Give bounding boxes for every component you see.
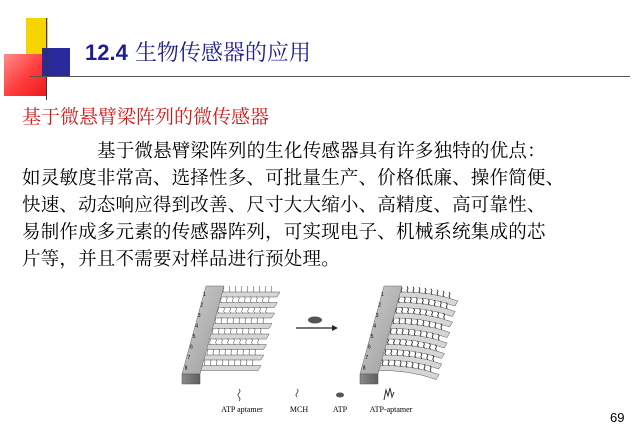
bound-molecule — [253, 286, 254, 292]
section-number: 12.4 — [85, 40, 128, 65]
atp-icon — [336, 393, 344, 398]
bound-molecule — [415, 352, 416, 358]
bound-molecule — [260, 307, 261, 313]
bound-molecule — [394, 339, 395, 345]
chip-after — [360, 286, 458, 384]
bound-molecule — [418, 363, 419, 369]
cantilever-beam — [199, 355, 264, 360]
bound-molecule — [396, 328, 397, 334]
cantilever-id-label: 5 — [370, 334, 374, 340]
bound-molecule — [265, 286, 266, 292]
bound-molecule — [410, 297, 411, 303]
bound-molecule — [257, 318, 258, 324]
bound-molecule — [407, 286, 408, 292]
bound-molecule — [247, 286, 248, 292]
bound-molecule — [403, 350, 404, 356]
arrow-head-icon — [332, 325, 338, 331]
bound-molecule — [405, 318, 406, 324]
bound-molecule — [229, 286, 230, 292]
bound-molecule — [249, 349, 250, 355]
bound-molecule — [233, 318, 234, 324]
bound-molecule — [230, 328, 231, 334]
bound-molecule — [406, 361, 407, 367]
bound-molecule — [231, 349, 232, 355]
bound-molecule — [411, 319, 412, 325]
cantilever-beam — [196, 366, 261, 371]
bound-molecule — [228, 360, 229, 366]
aptamer-icon — [238, 389, 240, 401]
cantilever-id-label: 5 — [192, 334, 196, 340]
atp-aptamer-icon — [384, 388, 394, 400]
bound-molecule — [227, 318, 228, 324]
bound-molecule — [239, 318, 240, 324]
bound-molecule — [418, 341, 419, 347]
bound-molecule — [417, 319, 418, 325]
bound-molecule — [252, 339, 253, 345]
bound-molecule — [416, 298, 417, 304]
bound-molecule — [409, 351, 410, 357]
bound-molecule — [232, 297, 233, 303]
cantilever-beam — [374, 365, 439, 379]
atp-molecule — [308, 317, 322, 324]
bound-molecule — [222, 339, 223, 345]
bound-molecule — [213, 349, 214, 355]
bound-molecule — [254, 307, 255, 313]
body-line: 基于微悬臂梁阵列的生化传感器具有许多独特的优点： — [97, 141, 546, 162]
bound-molecule — [413, 287, 414, 293]
slide-title — [85, 36, 311, 67]
bound-molecule — [408, 329, 409, 335]
bound-molecule — [385, 349, 386, 355]
bound-molecule — [432, 311, 433, 317]
bound-molecule — [400, 339, 401, 345]
bound-molecule — [402, 307, 403, 313]
bound-molecule — [444, 313, 445, 319]
mch-icon — [296, 389, 298, 397]
bound-molecule — [406, 340, 407, 346]
bound-molecule — [245, 318, 246, 324]
bound-molecule — [256, 297, 257, 303]
body-line: 如灵敏度非常高、选择性多、可批量生产、价格低廉、操作简便、 — [22, 168, 565, 189]
bound-molecule — [397, 350, 398, 356]
bound-molecule — [240, 339, 241, 345]
bound-molecule — [225, 349, 226, 355]
cantilever-id-label: 8 — [184, 365, 188, 372]
body-line: 快速、动态响应得到改善、尺寸大大缩小、高精度、高可靠性、 — [22, 195, 546, 216]
cantilever-id-label: 8 — [362, 365, 366, 372]
bound-molecule — [438, 312, 439, 318]
bound-molecule — [251, 318, 252, 324]
bound-molecule — [404, 297, 405, 303]
legend-atp-aptamer: ATP aptamer — [221, 405, 263, 414]
legend-mch: MCH — [289, 405, 309, 414]
bound-molecule — [230, 307, 231, 313]
bound-molecule — [414, 330, 415, 336]
bound-molecule — [243, 349, 244, 355]
chip-base-side — [182, 374, 200, 384]
bound-molecule — [391, 349, 392, 355]
cantilever-id-label: 2 — [378, 302, 382, 309]
bound-molecule — [420, 331, 421, 337]
bound-molecule — [238, 297, 239, 303]
bound-molecule — [430, 343, 431, 349]
bound-molecule — [433, 355, 434, 361]
legend-atp: ATP — [332, 405, 348, 414]
bound-molecule — [244, 297, 245, 303]
bound-molecule — [419, 287, 420, 293]
chip-before — [182, 286, 280, 384]
decor-red-square — [4, 54, 46, 96]
bound-molecule — [222, 360, 223, 366]
bound-molecule — [382, 360, 383, 366]
cantilever-id-label: 6 — [190, 344, 193, 351]
bound-molecule — [216, 339, 217, 345]
cantilever-id-label: 2 — [200, 302, 204, 309]
decor-vertical-line — [46, 18, 47, 100]
cantilever-id-label: 3 — [375, 313, 379, 319]
cantilever-id-label: 6 — [368, 344, 371, 351]
bound-molecule — [400, 361, 401, 367]
bound-molecule — [207, 349, 208, 355]
bound-molecule — [443, 291, 444, 297]
cantilever-id-label: 1 — [203, 292, 206, 298]
bound-molecule — [432, 333, 433, 339]
bound-molecule — [426, 332, 427, 338]
legend-atp-aptamer-complex: ATP-aptamer — [369, 405, 413, 414]
cantilever-beam — [202, 345, 267, 350]
bound-molecule — [435, 322, 436, 328]
bound-molecule — [421, 353, 422, 359]
bound-molecule — [204, 360, 205, 366]
bound-molecule — [236, 328, 237, 334]
cantilever-beam — [204, 334, 269, 339]
bound-molecule — [240, 360, 241, 366]
bound-molecule — [402, 329, 403, 335]
bound-molecule — [388, 360, 389, 366]
bound-molecule — [399, 318, 400, 324]
bound-molecule — [436, 345, 437, 351]
cantilever-id-label: 1 — [381, 292, 384, 298]
slide-subtitle: 基于微悬臂梁阵列的微传感器 — [22, 106, 270, 128]
cantilever-beam — [210, 313, 275, 318]
bound-molecule — [268, 297, 269, 303]
bound-molecule — [210, 360, 211, 366]
bound-molecule — [425, 288, 426, 294]
bound-molecule — [266, 307, 267, 313]
cantilever-beam — [207, 324, 272, 329]
bound-molecule — [258, 339, 259, 345]
cantilever-id-label: 4 — [195, 323, 198, 330]
bound-molecule — [252, 360, 253, 366]
cantilever-id-label: 7 — [365, 355, 369, 361]
bound-molecule — [254, 328, 255, 334]
bound-molecule — [440, 301, 441, 307]
page-number: 69 — [610, 410, 625, 425]
bound-molecule — [262, 297, 263, 303]
bound-molecule — [414, 308, 415, 314]
bound-molecule — [408, 308, 409, 314]
bound-molecule — [263, 318, 264, 324]
bound-molecule — [242, 328, 243, 334]
cantilever-array-figure — [170, 278, 470, 418]
bound-molecule — [237, 349, 238, 355]
chip-base-side — [360, 374, 378, 384]
bound-molecule — [259, 286, 260, 292]
bound-molecule — [236, 307, 237, 313]
body-line: 片等，并且不需要对样品进行预处理。 — [22, 249, 340, 270]
bound-molecule — [437, 290, 438, 296]
cantilever-beam — [215, 292, 280, 297]
bound-molecule — [422, 298, 423, 304]
bound-molecule — [427, 354, 428, 360]
bound-molecule — [260, 328, 261, 334]
bound-molecule — [224, 328, 225, 334]
body-line: 易制作成多元素的传感器阵列，可实现电子、机械系统集成的芯 — [22, 222, 546, 243]
bound-molecule — [241, 286, 242, 292]
bound-molecule — [250, 297, 251, 303]
cantilever-beam — [212, 303, 277, 308]
bound-molecule — [420, 309, 421, 315]
bound-molecule — [430, 366, 431, 372]
title-underline — [30, 76, 630, 77]
bound-molecule — [224, 307, 225, 313]
bound-molecule — [426, 310, 427, 316]
bound-molecule — [248, 328, 249, 334]
bound-molecule — [226, 297, 227, 303]
bound-molecule — [228, 339, 229, 345]
bound-molecule — [449, 292, 450, 298]
bound-molecule — [219, 349, 220, 355]
bound-molecule — [438, 334, 439, 340]
bound-molecule — [431, 289, 432, 295]
cantilever-id-label: 3 — [197, 313, 201, 319]
bound-molecule — [246, 339, 247, 345]
bound-molecule — [216, 360, 217, 366]
bound-molecule — [234, 339, 235, 345]
bound-molecule — [218, 328, 219, 334]
bound-molecule — [242, 307, 243, 313]
bound-molecule — [434, 300, 435, 306]
bound-molecule — [423, 320, 424, 326]
bound-molecule — [255, 349, 256, 355]
bound-molecule — [221, 318, 222, 324]
bound-molecule — [394, 360, 395, 366]
section-title: 生物传感器的应用 — [134, 41, 311, 66]
bound-molecule — [428, 299, 429, 305]
bound-molecule — [246, 360, 247, 366]
bound-molecule — [248, 307, 249, 313]
bound-molecule — [412, 362, 413, 368]
bound-molecule — [412, 340, 413, 346]
bound-molecule — [429, 321, 430, 327]
bound-molecule — [441, 324, 442, 330]
bound-molecule — [235, 286, 236, 292]
cantilever-id-label: 4 — [373, 323, 376, 330]
bound-molecule — [234, 360, 235, 366]
bound-molecule — [424, 342, 425, 348]
bound-molecule — [271, 286, 272, 292]
cantilever-id-label: 7 — [187, 355, 191, 361]
bound-molecule — [424, 364, 425, 370]
bound-molecule — [446, 303, 447, 309]
